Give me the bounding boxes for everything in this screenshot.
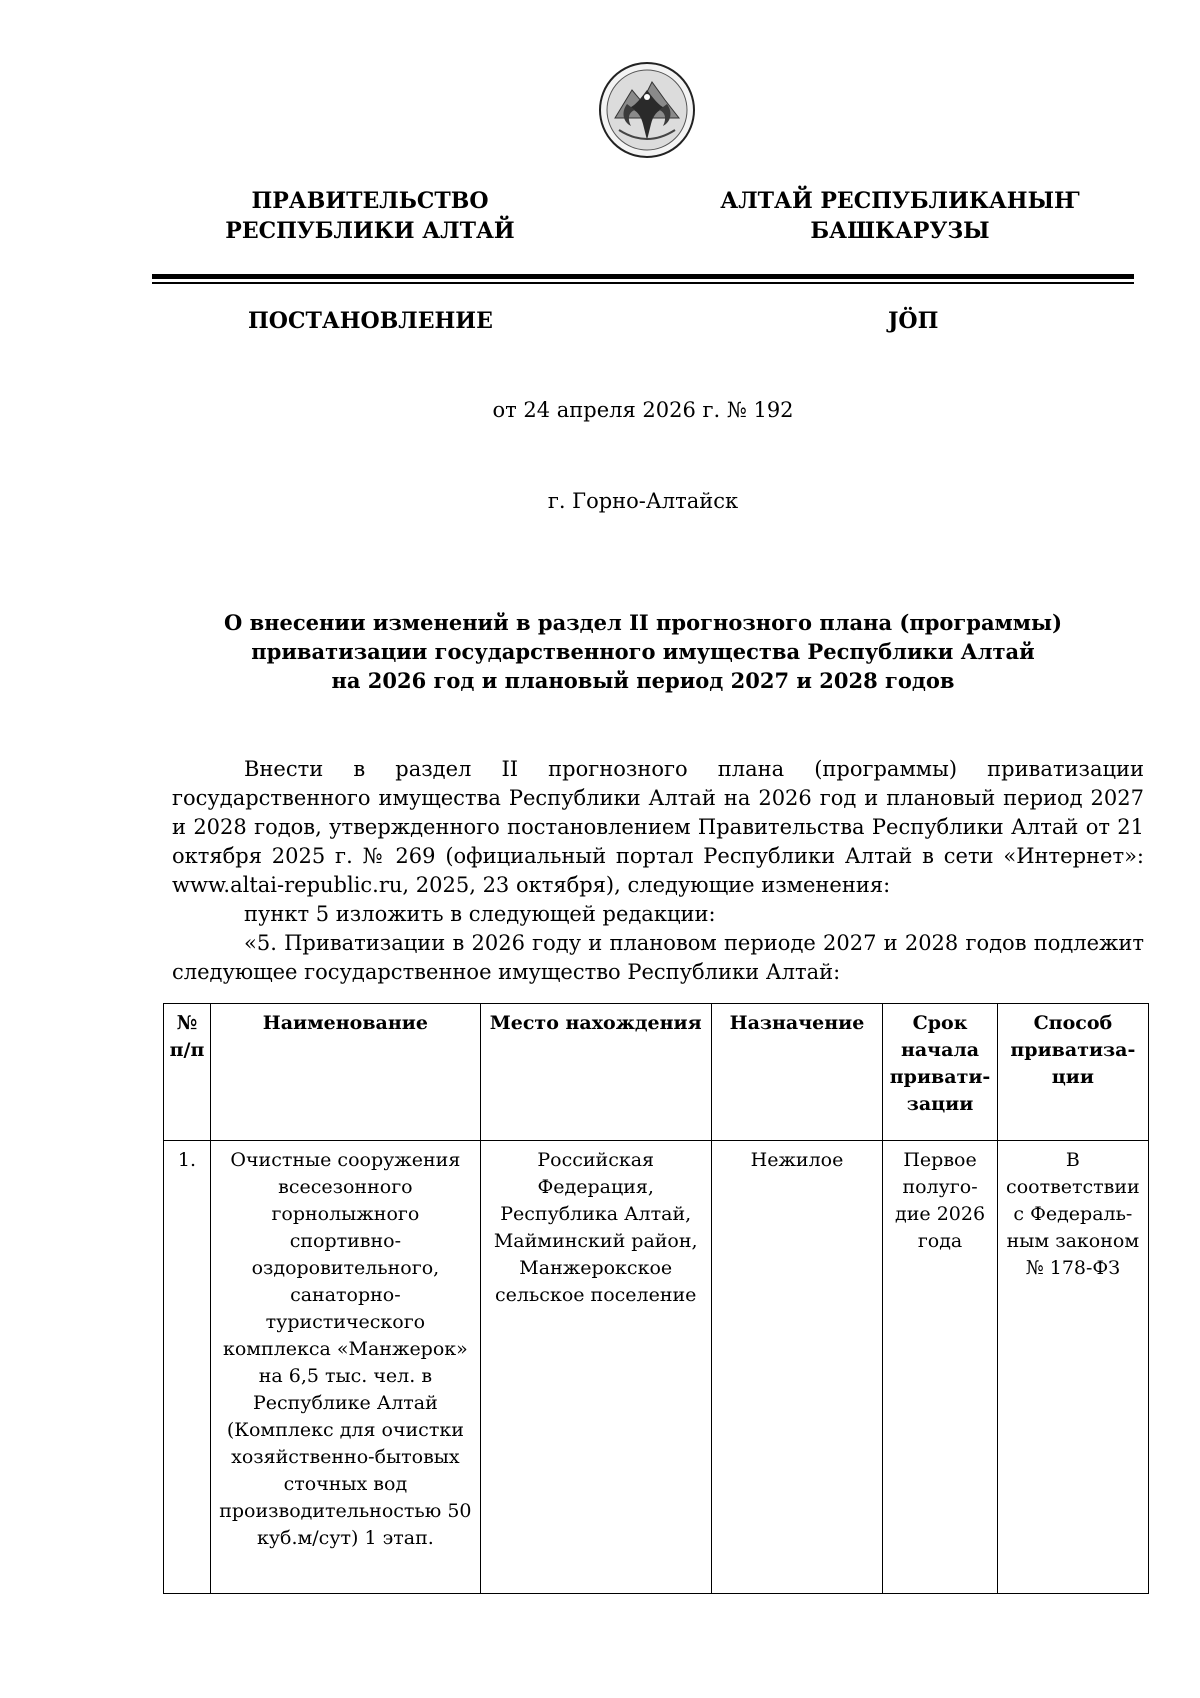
doc-type-ru: ПОСТАНОВЛЕНИЕ xyxy=(248,308,493,334)
table-row xyxy=(164,1141,1149,1594)
header-right xyxy=(700,186,1100,246)
cell-method: В соответствии с Федераль-ным законом № 178-ФЗ xyxy=(997,1141,1148,1594)
col-header-name: Наименование xyxy=(211,1004,481,1141)
privatization-table xyxy=(163,1003,1149,1594)
emblem-icon xyxy=(597,60,697,160)
header-left-line1: ПРАВИТЕЛЬСТВО xyxy=(251,188,489,214)
col-header-method: Способ приватиза-ции xyxy=(997,1004,1148,1141)
city-line: г. Горно-Алтайск xyxy=(547,489,739,513)
header-divider-thin xyxy=(152,282,1134,284)
cell-num: 1. xyxy=(164,1141,211,1594)
header-left-line2: РЕСПУБЛИКИ АЛТАЙ xyxy=(225,218,515,244)
body-text xyxy=(172,755,1144,987)
title-line1: О внесении изменений в раздел II прогнозного плана (программы) xyxy=(223,610,1063,635)
header-left xyxy=(190,186,550,246)
cell-location: Российская Федерация, Республика Алтай, Майминский район, Манжерокское сельское поселение xyxy=(480,1141,711,1594)
table-header-row xyxy=(164,1004,1149,1141)
title-line2: приватизации государственного имущества Республики Алтай xyxy=(251,639,1035,664)
doc-type-alt: JÖП xyxy=(888,308,939,334)
title-line3: на 2026 год и плановый период 2027 и 2028 годов xyxy=(331,668,955,693)
header-right-line2: БАШКАРУЗЫ xyxy=(810,218,990,244)
col-header-num: № п/п xyxy=(164,1004,211,1141)
emblem xyxy=(597,60,697,160)
date-line: от 24 апреля 2026 г. № 192 xyxy=(492,398,794,422)
col-header-location: Место нахождения xyxy=(480,1004,711,1141)
header-right-line1: АЛТАЙ РЕСПУБЛИКАНЫҤ xyxy=(720,188,1080,214)
document-title xyxy=(152,608,1134,695)
col-header-purpose: Назначение xyxy=(711,1004,883,1141)
body-paragraph-1: Внести в раздел II прогнозного плана (программы) приватизации государственного имущества Республики Алтай на 2026 год и плановый период 2027 и 2028 годов, утвержденного постановлением Правительства Республики Алтай от 21 октября 2025 г. № 269 (официальный портал Республики Алтай в сети «Интернет»: www.altai-republic.ru, 2025, 23 октября), следующие изменения: xyxy=(172,757,1144,897)
cell-purpose: Нежилое xyxy=(711,1141,883,1594)
cell-term: Первое полуго-дие 2026 года xyxy=(883,1141,997,1594)
cell-name: Очистные сооружения всесезонного горнолыжного спортивно-оздоровительного, санаторно-туристического комплекса «Манжерок» на 6,5 тыс. чел. в Республике Алтай (Комплекс для очистки хозяйственно-бытовых сточных вод производительностью 50 куб.м/сут) 1 этап. xyxy=(211,1141,481,1594)
body-paragraph-3: «5. Приватизации в 2026 году и плановом периоде 2027 и 2028 годов подлежит следующее государственное имущество Республики Алтай: xyxy=(172,931,1144,984)
col-header-term: Срок начала привати-зации xyxy=(883,1004,997,1141)
body-paragraph-2: пункт 5 изложить в следующей редакции: xyxy=(244,902,716,926)
header-divider-thick xyxy=(152,274,1134,279)
